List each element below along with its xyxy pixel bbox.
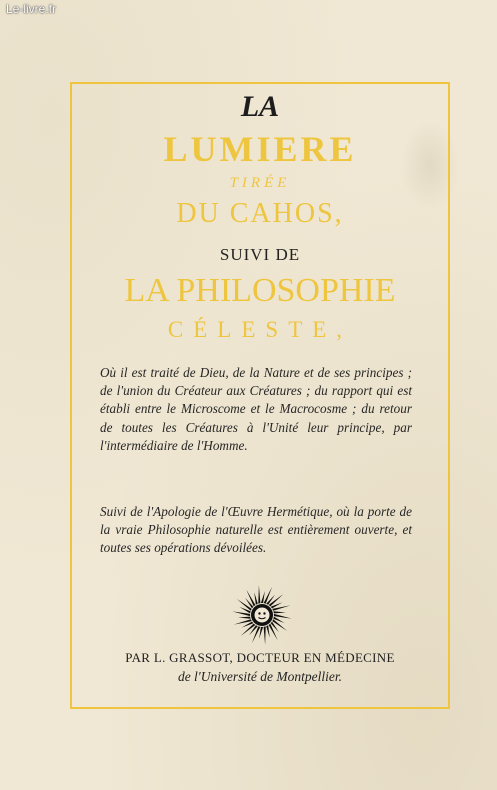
description-paragraph: Où il est traité de Dieu, de la Nature et de ses principes ; de l'union du Créateur aux Créatures ; du rapport qui est établi entre le Microscome et le Macrocosme ; du retour de toutes les Créatures à l'Unité leur principe, par l'intermédiaire de l'Homme. [100,365,412,453]
sun-ray [273,611,285,613]
subtitle-du-cahos: DU CAHOS, [176,198,344,229]
sun-emblem-icon [231,584,293,646]
sun-ray [258,585,260,603]
sun-ray [254,592,258,604]
university-line: de l'Université de Montpellier. [177,669,343,684]
sun-ray [274,614,292,619]
title-la-philosophie: LA PHILOSOPHIE [124,272,396,309]
subtitle-tiree: TIRÉE [229,175,291,191]
suivi-de-label: SUIVI DE [219,245,301,264]
watermark-text: Le-livre.fr [6,2,57,16]
sun-ray [252,626,261,643]
sun-ray [266,625,270,637]
sun-ray [264,626,266,644]
apologie-paragraph: Suivi de l'Apologie de l'Œuvre Hermétique, où la porte de la vraie Philosophie naturelle est entièrement ouverte, et toutes ses opérations dévoilées. [100,504,412,556]
sun-ray [238,617,250,619]
title-celeste: CÉLESTE, [167,317,353,342]
sun-ray [232,611,250,616]
title-la: LA [240,90,280,123]
sun-ray [259,627,263,639]
sun-ray [264,587,273,604]
title-lumiere: LUMIERE [163,129,357,169]
sun-ray [261,591,265,603]
sun-ray [246,589,255,606]
author-line: PAR L. GRASSOT, DOCTEUR EN MÉDECINE [125,650,395,665]
sun-ray [269,624,278,641]
